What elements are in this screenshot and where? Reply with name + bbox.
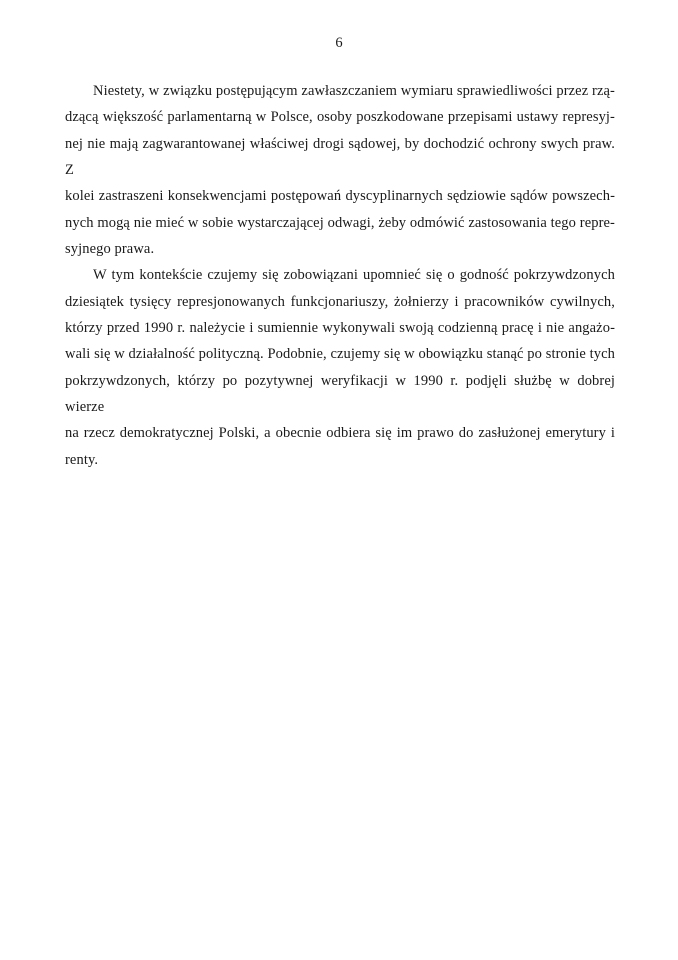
paragraph: [65, 78, 615, 262]
text-line: wali się w działalność polityczną. Podobnie, czujemy się w obowiązku stanąć po stronie tych: [65, 346, 615, 363]
text-line: którzy przed 1990 r. należycie i sumiennie wykonywali swoją codzienną pracę i nie angażo-: [65, 319, 615, 336]
text-line: syjnego prawa.: [65, 240, 155, 257]
text-line: pokrzywdzonych, którzy po pozytywnej weryfikacji w 1990 r. podjęli służbę w dobrej wierze: [65, 372, 615, 415]
paragraph: [65, 262, 615, 473]
text-line: dzącą większość parlamentarną w Polsce, osoby poszkodowane przepisami ustawy represyj-: [65, 109, 615, 126]
text-line: dziesiątek tysięcy represjonowanych funkcjonariuszy, żołnierzy i pracowników cywilnych,: [65, 293, 615, 310]
text-line: nych mogą nie mieć w sobie wystarczającej odwagi, żeby odmówić zastosowania tego repre-: [65, 214, 615, 231]
text-line: Niestety, w związku postępującym zawłaszczaniem wymiaru sprawiedliwości przez rzą-: [93, 83, 615, 99]
text-line: na rzecz demokratycznej Polski, a obecnie odbiera się im prawo do zasłużonej emerytury i: [65, 425, 615, 442]
text-line: kolei zastraszeni konsekwencjami postępowań dyscyplinarnych sędziowie sądów powszech-: [65, 188, 615, 205]
text-line: W tym kontekście czujemy się zobowiązani upomnieć się o godność pokrzywdzonych: [93, 267, 615, 284]
text-line: nej nie mają zagwarantowanej właściwej drogi sądowej, by dochodzić ochrony swych praw. Z: [65, 135, 615, 178]
text-line: renty.: [65, 451, 99, 468]
page-number: 6: [335, 35, 343, 51]
document-body: [65, 78, 615, 473]
